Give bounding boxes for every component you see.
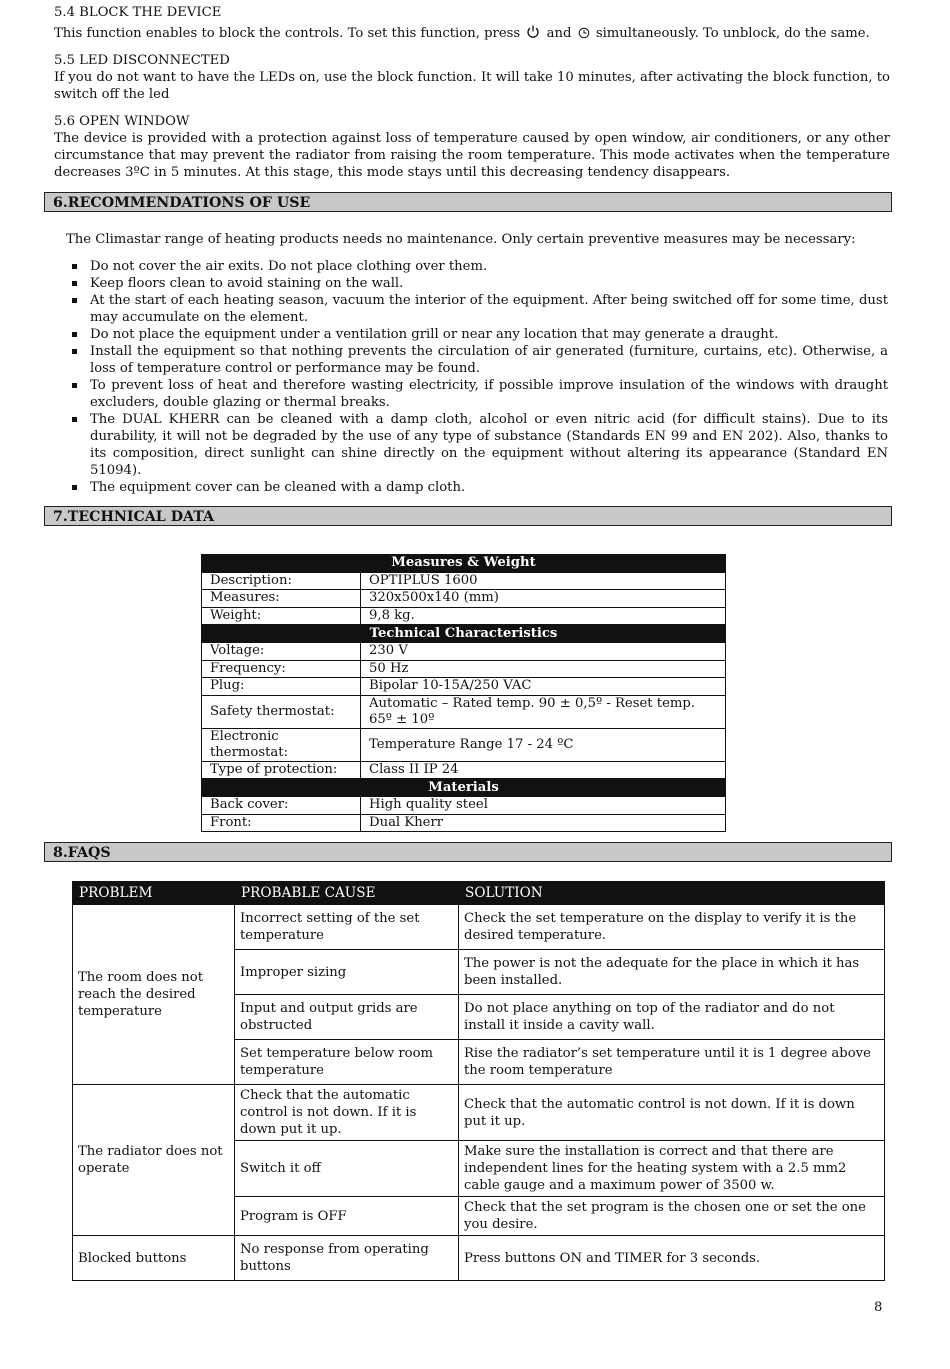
table-row xyxy=(202,796,726,814)
table-row xyxy=(202,590,726,608)
group-measures-weight: Measures & Weight xyxy=(202,555,726,573)
heading-led-disconnected: 5.5 LED DISCONNECTED xyxy=(54,53,230,68)
row-value: 9,8 kg. xyxy=(361,607,726,625)
page-number: 8 xyxy=(874,1300,883,1315)
row-label: Electronic thermostat: xyxy=(202,728,361,761)
heading-block-device: 5.4 BLOCK THE DEVICE xyxy=(54,5,222,20)
list-item xyxy=(70,411,888,479)
solution-cell: Check that the set program is the chosen one or set the one you desire. xyxy=(459,1197,885,1236)
row-value: Dual Kherr xyxy=(361,814,726,832)
faq-table xyxy=(72,881,885,1281)
technical-data-table xyxy=(201,554,726,832)
table-row xyxy=(202,660,726,678)
bullet-icon xyxy=(72,264,77,269)
row-label: Voltage: xyxy=(202,642,361,660)
list-item xyxy=(70,275,888,292)
column-header-cause: PROBABLE CAUSE xyxy=(235,882,459,905)
row-value: 320x500x140 (mm) xyxy=(361,590,726,608)
list-item xyxy=(70,258,888,275)
row-value: 230 V xyxy=(361,642,726,660)
power-icon xyxy=(526,24,540,44)
solution-cell: The power is not the adequate for the place in which it has been installed. xyxy=(459,950,885,995)
table-row xyxy=(202,572,726,590)
table-group-header xyxy=(202,555,726,573)
cause-cell: Improper sizing xyxy=(235,950,459,995)
list-item-text: Keep floors clean to avoid staining on the wall. xyxy=(90,276,404,291)
section-title-faqs: 8.FAQS xyxy=(44,842,892,862)
row-value: High quality steel xyxy=(361,796,726,814)
cause-cell: Set temperature below room temperature xyxy=(235,1040,459,1085)
bullet-icon xyxy=(72,383,77,388)
list-item xyxy=(70,292,888,326)
led-disconnected-text: If you do not want to have the LEDs on, use the block function. It will take 10 minutes, after activating the block function, to switch off the led xyxy=(54,70,890,102)
list-item xyxy=(70,343,888,377)
row-value: Class II IP 24 xyxy=(361,761,726,779)
table-row xyxy=(73,1236,885,1281)
table-group-header xyxy=(202,779,726,797)
list-item-text: Install the equipment so that nothing prevents the circulation of air generated (furniture, curtains, etc). Otherwise, a loss of temperature control or performance may be found. xyxy=(90,344,888,376)
table-row xyxy=(73,1085,885,1141)
row-value: Automatic – Rated temp. 90 ± 0,5º - Reset temp. 65º ± 10º xyxy=(361,695,726,728)
list-item xyxy=(70,377,888,411)
bullet-icon xyxy=(72,332,77,337)
cause-cell: Incorrect setting of the set temperature xyxy=(235,905,459,950)
bullet-icon xyxy=(72,298,77,303)
list-item xyxy=(70,326,888,343)
cause-cell: Check that the automatic control is not down. If it is down put it up. xyxy=(235,1085,459,1141)
heading-open-window: 5.6 OPEN WINDOW xyxy=(54,114,190,129)
list-item-text: The equipment cover can be cleaned with a damp cloth. xyxy=(90,480,466,495)
row-label: Weight: xyxy=(202,607,361,625)
table-row xyxy=(202,695,726,728)
row-value: OPTIPLUS 1600 xyxy=(361,572,726,590)
table-row xyxy=(202,728,726,761)
row-value: 50 Hz xyxy=(361,660,726,678)
row-label: Measures: xyxy=(202,590,361,608)
table-row xyxy=(202,607,726,625)
cause-cell: Program is OFF xyxy=(235,1197,459,1236)
bullet-icon xyxy=(72,349,77,354)
table-row xyxy=(202,678,726,696)
block-device-text-start: This function enables to block the controls. To set this function, press xyxy=(54,26,521,41)
solution-cell: Make sure the installation is correct and that there are independent lines for the heating system with a 2.5 mm2 cable gauge and a maximum power of 3500 w. xyxy=(459,1141,885,1197)
row-label: Back cover: xyxy=(202,796,361,814)
row-label: Front: xyxy=(202,814,361,832)
cause-cell: No response from operating buttons xyxy=(235,1236,459,1281)
bullet-icon xyxy=(72,485,77,490)
solution-cell: Check the set temperature on the display to verify it is the desired temperature. xyxy=(459,905,885,950)
list-item xyxy=(70,479,888,496)
row-label: Description: xyxy=(202,572,361,590)
column-header-solution: SOLUTION xyxy=(459,882,885,905)
row-value: Temperature Range 17 - 24 ºC xyxy=(361,728,726,761)
table-row xyxy=(73,905,885,950)
block-device-text-end: simultaneously. To unblock, do the same. xyxy=(595,26,870,41)
solution-cell: Check that the automatic control is not down. If it is down put it up. xyxy=(459,1085,885,1141)
row-label: Safety thermostat: xyxy=(202,695,361,728)
table-row xyxy=(202,814,726,832)
problem-cell: The room does not reach the desired temperature xyxy=(73,905,235,1085)
table-row xyxy=(202,761,726,779)
list-item-text: Do not cover the air exits. Do not place clothing over them. xyxy=(90,259,488,274)
solution-cell: Rise the radiator’s set temperature until it is 1 degree above the room temperature xyxy=(459,1040,885,1085)
row-label: Frequency: xyxy=(202,660,361,678)
list-item-text: To prevent loss of heat and therefore wasting electricity, if possible improve insulation of the windows with draught excluders, double glazing or thermal breaks. xyxy=(90,378,888,410)
group-materials: Materials xyxy=(202,779,726,797)
block-device-text-and: and xyxy=(546,26,572,41)
row-label: Plug: xyxy=(202,678,361,696)
table-group-header xyxy=(202,625,726,643)
recommendations-intro: The Climastar range of heating products needs no maintenance. Only certain preventive measures may be necessary: xyxy=(66,232,856,247)
group-technical-characteristics: Technical Characteristics xyxy=(202,625,726,643)
solution-cell: Press buttons ON and TIMER for 3 seconds. xyxy=(459,1236,885,1281)
section-title-technical-data: 7.TECHNICAL DATA xyxy=(44,506,892,526)
problem-cell: Blocked buttons xyxy=(73,1236,235,1281)
cause-cell: Input and output grids are obstructed xyxy=(235,995,459,1040)
list-item-text: At the start of each heating season, vacuum the interior of the equipment. After being switched off for some time, dust may accumulate on the element. xyxy=(90,293,888,325)
row-label: Type of protection: xyxy=(202,761,361,779)
list-item-text: The DUAL KHERR can be cleaned with a damp cloth, alcohol or even nitric acid (for difficult stains). Due to its durability, it will not be degraded by the use of any type of substance (Standards EN 99 and EN 202). Also, thanks to its composition, direct sunlight can shine directly on the equipment without altering its appearance (Standard EN 51094). xyxy=(90,412,888,478)
faq-header-row xyxy=(73,882,885,905)
problem-cell: The radiator does not operate xyxy=(73,1085,235,1236)
list-item-text: Do not place the equipment under a ventilation grill or near any location that may generate a draught. xyxy=(90,327,779,342)
table-row xyxy=(202,642,726,660)
cause-cell: Switch it off xyxy=(235,1141,459,1197)
block-device-text xyxy=(54,24,890,44)
bullet-icon xyxy=(72,417,77,422)
section-title-recommendations: 6.RECOMMENDATIONS OF USE xyxy=(44,192,892,212)
column-header-problem: PROBLEM xyxy=(73,882,235,905)
clock-icon xyxy=(578,27,590,44)
solution-cell: Do not place anything on top of the radiator and do not install it inside a cavity wall. xyxy=(459,995,885,1040)
row-value: Bipolar 10-15A/250 VAC xyxy=(361,678,726,696)
bullet-icon xyxy=(72,281,77,286)
recommendations-list xyxy=(70,258,888,496)
open-window-text: The device is provided with a protection against loss of temperature caused by open window, air conditioners, or any other circumstance that may prevent the radiator from raising the room temperature. This mode activates when the temperature decreases 3ºC in 5 minutes. At this stage, this mode stays until this decreasing tendency disappears. xyxy=(54,131,890,180)
